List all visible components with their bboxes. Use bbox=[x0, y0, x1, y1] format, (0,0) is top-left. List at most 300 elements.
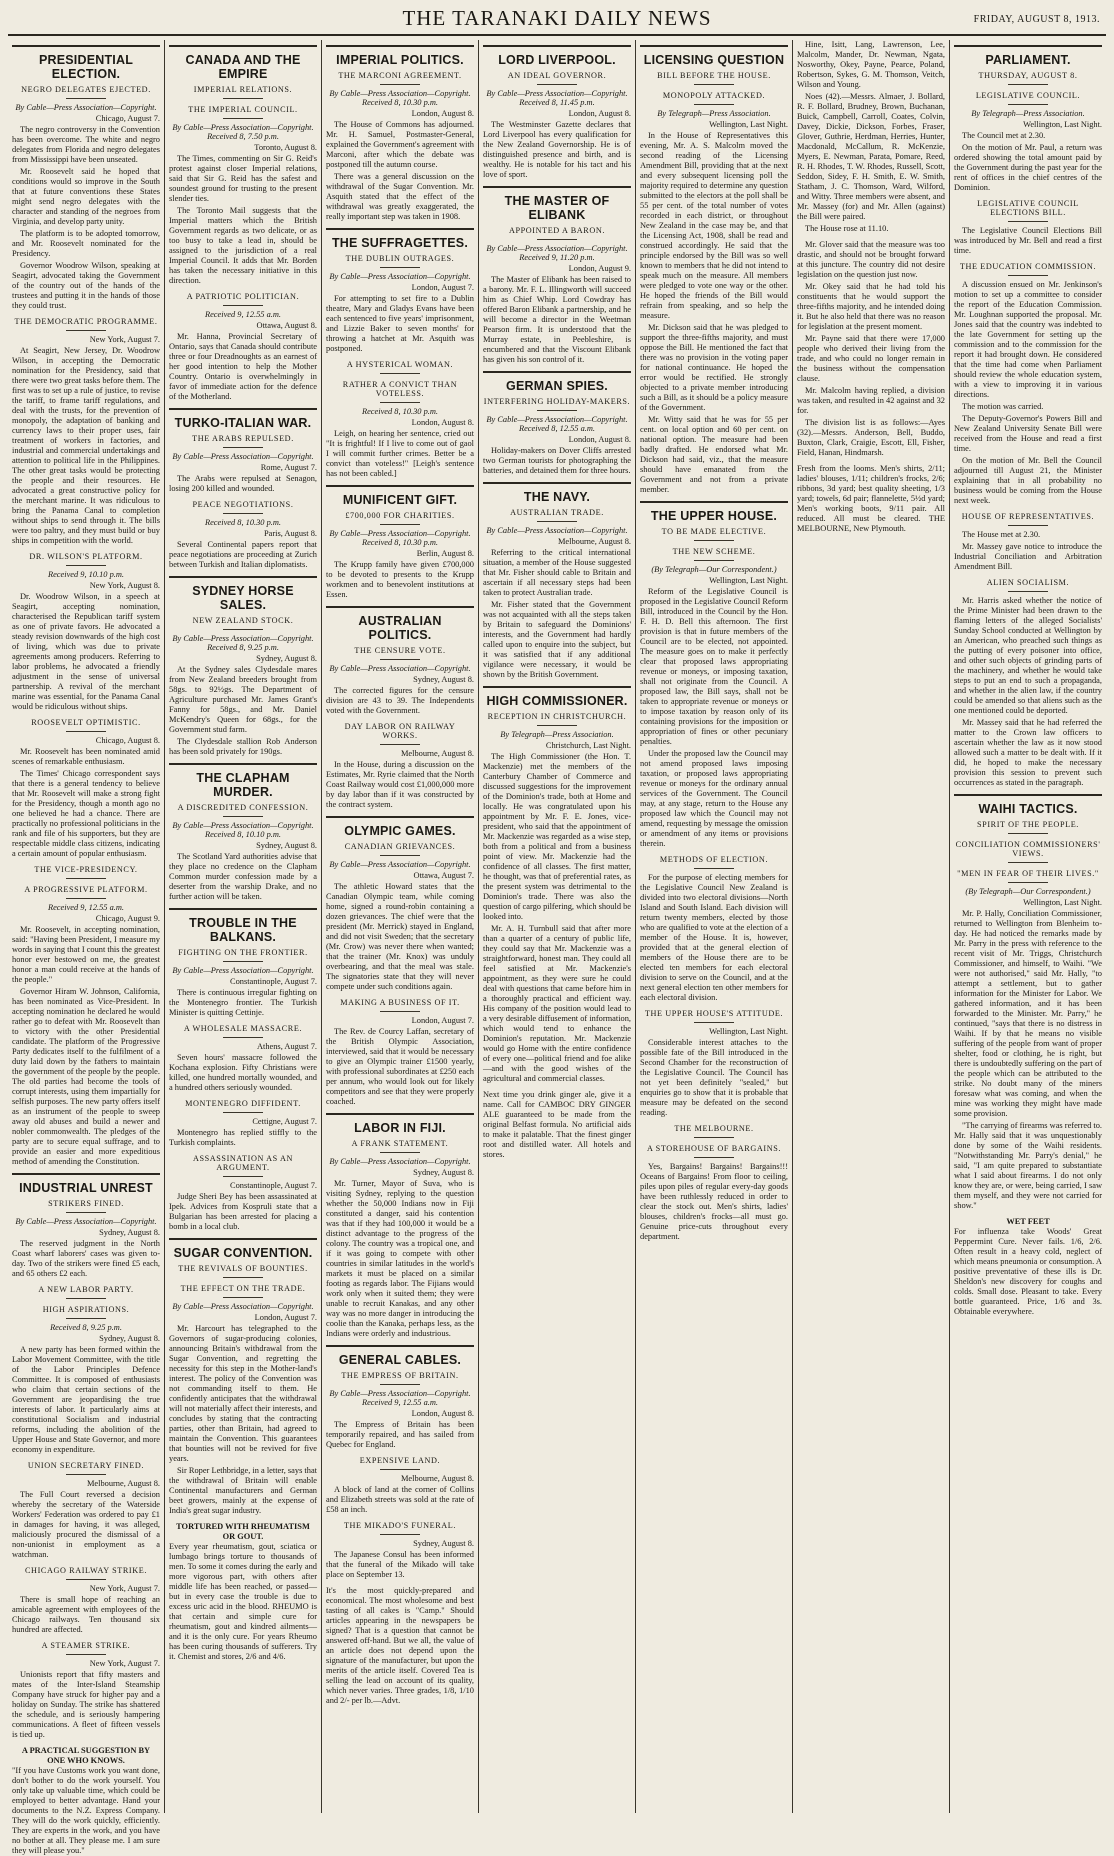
article-headline: LORD LIVERPOOL. bbox=[498, 53, 616, 67]
article-dateline: Sydney, August 8. bbox=[413, 1168, 474, 1177]
article bbox=[169, 908, 317, 1018]
article-dateline: Melbourne, August 8. bbox=[400, 1474, 474, 1483]
article-credit: By Cable—Press Association—Copyright. bbox=[486, 526, 628, 535]
advertisement bbox=[326, 1586, 474, 1706]
article-credit: By Cable—Press Association—Copyright. Received 9, 12.55 a.m. bbox=[329, 1389, 471, 1407]
article-paragraph: The Toronto Mail suggests that the Imperial matters which the British Government regards as two delicate, or as too busy to take a lead in, should be assigned to the jurisdiction of a real Imperial Council. It adds that Mr. Borden has taken the necessary initiative in this direction. bbox=[169, 206, 317, 285]
article bbox=[169, 1024, 317, 1093]
article-dateline: London, August 7. bbox=[411, 1016, 474, 1025]
article-paragraph: A new party has been formed within the Labor Movement Committee, with the title of the Labor Principles Defence Committee. It is composed of enthusiasts who claim that certain sections of the Government are jeopardising the true interests of labor. It particularly aims at constitutional Socialism and industrial reforms, including the abolition of the Upper House and State Governor, and more economy in expenditure. bbox=[12, 1345, 160, 1454]
article-paragraph: Montenegro has replied stiffly to the Turkish complaints. bbox=[169, 1128, 317, 1147]
section-rule bbox=[1008, 591, 1048, 592]
article-paragraph: "The carrying of firearms was referred to. Mr. Hally said that it was unquestionably done by some of the Waihi residents. "Notwithstanding Mr. Parry's denial," he said, "I am quite prepared to substantiate what I said about firearms. I do not only know they are, or were, being carried, I saw them myself, and they were not carried for show." bbox=[954, 1121, 1102, 1210]
article-credit: (By Telegraph—Our Correspondent.) bbox=[965, 887, 1091, 896]
article-headline: MUNIFICENT GIFT. bbox=[342, 493, 458, 507]
article bbox=[12, 1566, 160, 1635]
article bbox=[326, 816, 474, 992]
issue-date: FRIDAY, AUGUST 8, 1913. bbox=[973, 14, 1100, 25]
article-paragraph: The corrected figures for the censure division are 43 to 39. The Independents voted with the Government. bbox=[326, 686, 474, 715]
article-paragraph: In the House of Representatives this evening, Mr. A. S. Malcolm moved the second reading of the Licensing Amendment Bill, providing that at the next and every subsequent licensing poll the majority required to determine any question submitted to the electors at the poll shall be 55 per cent. of the total number of votes recorded in each district, or throughout New Zealand in the case may be, and that the Licensing Act, 1908, shall be read and construed accordingly. He said that the principle endorsed by the Bill was so well known to members that he did not intend to speak much on the measure. All members were pledged to vote one way or the other. He hoped the friends of the Bill would refrain from speaking, and so help the measure. bbox=[640, 131, 788, 320]
article-credit: By Telegraph—Press Association. bbox=[657, 109, 771, 118]
headline-rule bbox=[12, 45, 160, 47]
article bbox=[169, 500, 317, 570]
article-subheading: LEGISLATIVE COUNCIL ELECTIONS BILL. bbox=[977, 199, 1079, 217]
article-paragraph: Unionists report that fifty masters and mates of the Inter-Island Steamship Company have struck for higher pay and a holiday on Sunday. The strike has shattered the schedule, and is seriously hampering communications. A fleet of fifteen vessels is tied up. bbox=[12, 1670, 160, 1739]
article-subheading: RATHER A CONVICT THAN VOTELESS. bbox=[342, 380, 458, 398]
article-subheading: HOUSE OF REPRESENTATIVES. bbox=[961, 512, 1095, 521]
article-dateline: Wellington, Last Night. bbox=[1023, 898, 1102, 907]
article bbox=[12, 718, 160, 859]
article-subheading: FIGHTING ON THE FRONTIER. bbox=[178, 948, 308, 957]
article-paragraph: Mr. Massey said that he had referred the matter to the Crown law officers to ascertain whether the law as it now stood allowed such a matter to be dealt with. If it did, he hoped to make the necessary provision this session to prevent such occurrences as stated in the paragraph. bbox=[954, 718, 1102, 787]
article bbox=[954, 91, 1102, 193]
article-headline: THE UPPER HOUSE. bbox=[650, 509, 778, 523]
article-paragraph: The House of Commons has adjourned. Mr. H. Samuel, Postmaster-General, explained the Government's agreement with Marconi, after which the debate was postponed till the autumn course. bbox=[326, 120, 474, 169]
article-paragraph: There is small hope of reaching an amicable agreement with employees of the Chicago railways. Ten thousand six hundred are affected. bbox=[12, 1595, 160, 1634]
newspaper-title: THE TARANAKI DAILY NEWS bbox=[402, 6, 712, 30]
section-rule bbox=[380, 1534, 420, 1535]
article bbox=[640, 855, 788, 1003]
headline-rule bbox=[12, 1173, 160, 1175]
article-paragraph: There was a general discussion on the withdrawal of the Sugar Convention. Mr. Asquith stated that the effect of the withdrawal was greatly exaggerated, the really important step was taken in 1908. bbox=[326, 172, 474, 221]
article-subheading: EXPENSIVE LAND. bbox=[359, 1456, 441, 1465]
section-rule bbox=[380, 267, 420, 268]
advertisement-heading: A PRACTICAL SUGGESTION BY ONE WHO KNOWS. bbox=[21, 1746, 151, 1765]
article-headline: SUGAR CONVENTION. bbox=[173, 1246, 313, 1260]
article-subheading: £700,000 FOR CHARITIES. bbox=[345, 511, 455, 520]
advertisement-text: "If you have Customs work you want done, don't bother to do the work yourself. You only take up valuable time, which could be employed to better advantage. Hand your documents to the N.Z. Express Company. They will do the work quickly, efficiently. They are experts in the work, and you have no bother at all. They please me. I am sure they will please you." bbox=[12, 1766, 160, 1855]
section-rule bbox=[380, 1384, 420, 1385]
section-rule bbox=[694, 560, 734, 561]
article-dateline: Sydney, August 8. bbox=[256, 654, 317, 663]
article bbox=[169, 1284, 317, 1516]
article-credit: Received 9, 10.10 p.m. bbox=[47, 570, 125, 579]
article-subheading: THE CENSURE VOTE. bbox=[354, 646, 446, 655]
article-headline: CANADA AND THE EMPIRE bbox=[185, 53, 301, 81]
section-rule bbox=[223, 513, 263, 514]
masthead bbox=[8, 4, 1106, 36]
article-headline: TURKO-ITALIAN WAR. bbox=[174, 416, 312, 430]
article-paragraph: Mr. Roosevelt has been nominated amid scenes of remarkable enthusiasm. bbox=[12, 747, 160, 766]
article-paragraph: The reserved judgment in the North Coast wharf laborers' cases was given to-day. Two of the strikers were fined £5 each, and 65 others £2 each. bbox=[12, 1239, 160, 1278]
article-paragraph: Holiday-makers on Dover Cliffs arrested two German tourists for photographing the batteries, and detained them for three hours. bbox=[483, 446, 631, 475]
article-dateline: Sydney, August 8. bbox=[256, 841, 317, 850]
article-credit: By Cable—Press Association—Copyright. bbox=[172, 1302, 314, 1311]
article bbox=[640, 1144, 788, 1242]
article-paragraph: Mr. Roosevelt, in accepting nomination, said: "Having been President, I measure my words in saying that I count this the greatest honor ever bestowed on me, the greatest honor a man could receive at the hands of the people." bbox=[12, 925, 160, 984]
advertisement bbox=[483, 1090, 631, 1160]
article bbox=[169, 1238, 317, 1278]
article-dateline: Melbourne, August 8. bbox=[400, 749, 474, 758]
article bbox=[797, 240, 945, 458]
article-subheading: CONCILIATION COMMISSIONERS' VIEWS. bbox=[955, 840, 1101, 858]
article bbox=[640, 547, 788, 849]
article-paragraph: Dr. Woodrow Wilson, in a speech at Seagirt, accepting nomination, characterised the Republican tariff system as one of private favors. He advocated a steady revision downwards of the high cost of living, which was due to private agreements among producers. Referring to labor problems, he advocated a friendly adjustment in the sense of universal partnership. A revival of the merchant marine was essential, for the Panama Canal would be ridiculous without ships. bbox=[12, 592, 160, 711]
section-rule bbox=[223, 118, 263, 119]
headline-rule bbox=[483, 686, 631, 688]
article-dateline: Chicago, August 9. bbox=[95, 914, 160, 923]
article-credit: By Telegraph—Press Association. bbox=[971, 109, 1085, 118]
article-subheading: LEGISLATIVE COUNCIL. bbox=[975, 91, 1081, 100]
section-rule bbox=[223, 305, 263, 306]
article-subheading: THE EMPRESS OF BRITAIN. bbox=[341, 1371, 459, 1380]
section-rule bbox=[694, 868, 734, 869]
section-rule bbox=[66, 1474, 106, 1475]
article bbox=[12, 45, 160, 311]
article-headline: IMPERIAL POLITICS. bbox=[336, 53, 464, 67]
article-dateline: London, August 8. bbox=[411, 418, 474, 427]
article-paragraph: The Arabs were repulsed at Senagon, losing 200 killed and wounded. bbox=[169, 474, 317, 493]
section-rule bbox=[380, 744, 420, 745]
article-paragraph: Mr. Payne said that there were 17,000 people who derived their living from the trade, and who could no longer remain in the business without the compensation clause. bbox=[797, 334, 945, 383]
headline-rule bbox=[326, 485, 474, 487]
article bbox=[640, 91, 788, 495]
article bbox=[483, 45, 631, 180]
section-rule bbox=[66, 878, 106, 879]
article-credit: Received 8, 10.30 p.m. bbox=[361, 407, 439, 416]
article-headline: AUSTRALIAN POLITICS. bbox=[358, 614, 442, 642]
article-credit: By Cable—Press Association—Copyright. bbox=[329, 1157, 471, 1166]
article-paragraph: The Council met at 2.30. bbox=[962, 131, 1046, 140]
article-paragraph: The platform is to be adopted tomorrow, and Mr. Roosevelt nominated for the Presidency. bbox=[12, 229, 160, 258]
article-credit: By Cable—Press Association—Copyright. bbox=[15, 1217, 157, 1226]
article bbox=[326, 606, 474, 716]
article-paragraph: Considerable interest attaches to the possible fate of the Bill introduced in the Second Chamber for the reconstruction of the Legislative Council. The Council has not yet been definitely "sealed," but enquiries go to show that it is probable that measure may be defeated on the second reading. bbox=[640, 1038, 788, 1117]
article-paragraph: The negro controversy in the Convention has been overcome. The white and negro delegates from Florida and negro delegates from Mississippi have been unseated. bbox=[12, 125, 160, 164]
headline-rule bbox=[169, 1238, 317, 1240]
section-rule bbox=[1008, 833, 1048, 834]
advertisement bbox=[797, 464, 945, 534]
article-subheading: DR. WILSON'S PLATFORM. bbox=[29, 552, 143, 561]
article-subheading: THE DEMOCRATIC PROGRAMME. bbox=[14, 317, 158, 326]
article-paragraph: The division list is as follows:—Ayes (32).—Messrs. Anderson, Bell, Buddo, Buxton, Clark, Craigie, Escott, Ell, Fisher, Field, Hanan, Hindmarsh. bbox=[797, 418, 945, 457]
headline-rule bbox=[169, 408, 317, 410]
article-paragraph: The motion was carried. bbox=[962, 402, 1044, 411]
article-dateline: Ottawa, August 7. bbox=[413, 871, 474, 880]
article-dateline: Melbourne, August 8. bbox=[86, 1479, 160, 1488]
article-subheading: UNION SECRETARY FINED. bbox=[27, 1461, 145, 1470]
column-3 bbox=[322, 40, 479, 1813]
article-dateline: New York, August 7. bbox=[89, 1584, 160, 1593]
article-dateline: Wellington, Last Night. bbox=[709, 576, 788, 585]
article-subheading: PEACE NEGOTIATIONS. bbox=[192, 500, 294, 509]
article bbox=[326, 998, 474, 1107]
article-paragraph: Mr. Roosevelt said he hoped that conditions would so improve in the South that at future conventions these States might send negro delegates with the character and standing of the negroes from Virginia, and develop party unity. bbox=[12, 167, 160, 226]
article-credit: By Cable—Press Association—Copyright. Received 8, 10.30 p.m. bbox=[329, 529, 471, 547]
article bbox=[12, 1305, 160, 1455]
article-paragraph: The athletic Howard states that the Canadian Olympic team, while coming home, signed a round-robin containing a dozen grievances. The chief were that the president (Mr. Merrick) stayed in England, and did not visit Sweden; that the secretary (Mr. Crow) was never there when wanted; that the trainer (Mr. Knox) was unduly overbearing, and that the meal was stale. The signatories state that they will never compete under such conditions again. bbox=[326, 882, 474, 991]
section-rule bbox=[1008, 882, 1048, 883]
article-paragraph: On the motion of Mr. Paul, a return was ordered showing the total amount paid by the Government during the past year for the rent of offices in the chief centres of the Dominion. bbox=[954, 143, 1102, 192]
article-subheading: THE ARABS REPULSED. bbox=[192, 434, 294, 443]
article-paragraph: Several Continental papers report that peace negotiations are proceeding at Zurich between Turkish and Italian diplomatists. bbox=[169, 540, 317, 569]
article-paragraph: For the purpose of electing members for the Legislative Council New Zealand is divided into two electoral divisions—North Island and South Island. Each division will return twenty members, elected by those who are qualified to vote at the election of a member of the House. It is, however, provided that at the general election of members of the House there are to be elected ten members for each electoral division to serve on the Council, and at the next general election ten other members for each electoral division. bbox=[640, 873, 788, 1002]
article-headline: THE NAVY. bbox=[523, 490, 591, 504]
article-credit: Received 8, 10.30 p.m. bbox=[204, 518, 282, 527]
article-paragraph: Mr. Dickson said that he was pledged to support the three-fifths majority, and must oppose the Bill. He mentioned the fact that there was no provision in the voting paper for national continuance. He hoped the error would be rectified. He strongly objected to a private member introducing such a Bill, as it should be a policy measure of the Government. bbox=[640, 323, 788, 412]
article-paragraph: At Seagirt, New Jersey, Dr. Woodrow Wilson, in accepting the Democratic nomination for the Presidency, said that there were two great tasks before them. The first was to set up a rule of justice, to revise the tariff, to frame tariff regulations, and deal with the trusts, for the prevention of monopoly, the adaptation of banking and currency laws to their proper uses, fair treatment of workers in factories, and industrial and commercial undertakings and attention to political life in the Philippines. The other great tasks would be protecting the people and their resources. He advocated a great constructive policy for the merchant marine. It was ridiculous to bring the Panama Canal to completion without ships to send through it. The bills were too paltry, and they must build or buy ships in competition with the world. bbox=[12, 346, 160, 545]
section-rule bbox=[1008, 84, 1048, 85]
article-paragraph: The High Commissioner (the Hon. T. Mackenzie) met the members of the Canterbury Chamber of Commerce and discussed suggestions for the improvement of the Dominion's trade, both at Home and locally. He was congratulated upon his appointment by Mr. F. E. Jones, vice-president, who said that the appointment of Mr. Mackenzie was regarded as a wise step, both from a political and from a business point of view. Mr. Mackenzie had the confidence of all classes. The first matter, he thought, was that of preferential rates, as the present system was detrimental to the Dominion's trade. There was also the question of cargo pilfering, which should be looked into. bbox=[483, 752, 632, 921]
article-dateline: Rome, August 7. bbox=[260, 463, 317, 472]
article-paragraph: At the Sydney sales Clydesdale mares from New Zealand breeders brought from 58gs. to 92½gs. The Department of Agriculture purchased Mr. James Grant's Fanny for 58gs., and Mr. Daniel McKendry's Queen for 68gs., for the Government stud farm. bbox=[169, 665, 317, 734]
headline-rule bbox=[326, 228, 474, 230]
article-paragraph: Leigh, on hearing her sentence, cried out "It is frightful! If I live to come out of gaol I will commit further crimes. Better be a convict than voteless!" [Leigh's sentence has not been cabled.] bbox=[326, 429, 474, 478]
section-rule bbox=[380, 373, 420, 374]
article-dateline: Constantinople, August 7. bbox=[229, 977, 317, 986]
article-paragraph: Mr. Fisher stated that the Government was not acquainted with all the steps taken by Britain to safeguard the Dominions' interests, and the Government had hardly called upon to enquire into the subject, but it was satisfied that if any additional vigilance were necessary, it would be shown by the British Government. bbox=[483, 600, 631, 679]
article-subheading: THE EDUCATION COMMISSION. bbox=[959, 262, 1097, 271]
column-container bbox=[8, 40, 1106, 1855]
article-credit: By Cable—Press Association—Copyright. Received 9, 11.20 p.m. bbox=[486, 244, 628, 262]
article-subheading: TO BE MADE ELECTIVE. bbox=[661, 527, 767, 536]
article-dateline: Wellington, Last Night. bbox=[709, 1027, 788, 1036]
article-dateline: London, August 9. bbox=[568, 264, 631, 273]
article-credit: Received 9, 12.55 a.m. bbox=[47, 903, 125, 912]
headline-rule bbox=[326, 816, 474, 818]
section-rule bbox=[380, 402, 420, 403]
headline-rule bbox=[326, 606, 474, 608]
article-paragraph: For attempting to set fire to a Dublin theatre, Mary and Gladys Evans have been each sentenced to five years' imprisonment, and Lizzie Baker to seven months' for throwing a hatchet at Mr. Asquith was postponed. bbox=[326, 294, 474, 353]
article-subheading: MONOPOLY ATTACKED. bbox=[662, 91, 766, 100]
section-rule bbox=[223, 1277, 263, 1278]
article-credit: By Cable—Press Association—Copyright. Received 8, 10.10 p.m. bbox=[172, 821, 314, 839]
article bbox=[954, 45, 1102, 85]
article-paragraph: Mr. Harris asked whether the notice of the Prime Minister had been drawn to the flaming letters of the alleged Socialists' Sunday School conducted at Wellington by an American, who preached such things as the putting of every poisoner into office, and other such objects of grinding parts of the machinery, and whether he would take steps to put an end to such a propaganda, and whether in the alien law, if the country could be amended so that aliens such as the one mentioned could be deported. bbox=[954, 596, 1102, 715]
article-dateline: Wellington, Last Night. bbox=[1023, 120, 1102, 129]
article bbox=[169, 576, 317, 757]
article-paragraph: Mr. Massey gave notice to introduce the Industrial Conciliation and Arbitration Amendment Bill. bbox=[954, 542, 1102, 571]
article-subheading: MONTENEGRO DIFFIDENT. bbox=[185, 1099, 301, 1108]
article-credit: Received 9, 12.55 a.m. bbox=[204, 310, 282, 319]
section-rule bbox=[380, 1469, 420, 1470]
article bbox=[326, 1345, 474, 1450]
section-rule bbox=[694, 1022, 734, 1023]
article-headline: GERMAN SPIES. bbox=[506, 379, 608, 393]
section-rule bbox=[380, 84, 420, 85]
article-subheading: A FRANK STATEMENT. bbox=[351, 1139, 449, 1148]
advertisement-heading: TORTURED WITH RHEUMATISM OR GOUT. bbox=[176, 1522, 310, 1541]
article-paragraph: The Master of Elibank has been raised to a barony. Mr. F. L. Illingworth will succeed him as Chief Whip. Lord Cowdray has offered Baron Elibank a partnership, and he will become a director in the Weetman Pearson firm. It is understood that the Murray estate, in Peebleshire, is encumbered and that the Viscount Elibank has given his son control of it. bbox=[483, 275, 631, 364]
article-subheading: "MEN IN FEAR OF THEIR LIVES." bbox=[957, 869, 1099, 878]
article-dateline: Melbourne, August 8. bbox=[557, 537, 631, 546]
article-headline: SYDNEY HORSE SALES. bbox=[192, 584, 294, 612]
article bbox=[326, 1456, 474, 1515]
article-paragraph: Mr. P. Hally, Conciliation Commissioner, returned to Wellington from Blenheim to-day. He had noticed the remarks made by Mr. Parry in the press with reference to the recent visit of Mr. Triggs, Christchurch Commissioner, and himself, to Waihi. "We were not authorised," said Mr. Hally, "to attempt a settlement, but to gather information for the Minister for Labor. We gathered information, and it has been forwarded to the Minister. Mr. Parry," he continued, "says that there is no distress in Waihi. If by that he means no visible suffering of the people from want of proper shelter, food or clothing, he is right, but there is undoubtedly suffering on the part of the people which can be attributed to the strike. No doubt many of the miners foresaw what was coming, and when the mine was working they might have made some provision. bbox=[954, 909, 1102, 1118]
article-dateline: Wellington, Last Night. bbox=[709, 120, 788, 129]
article-headline: INDUSTRIAL UNREST bbox=[19, 1181, 153, 1195]
article-paragraph: The Empress of Britain has been temporarily repaired, and has sailed from Quebec for England. bbox=[326, 1420, 474, 1449]
article-headline: LICENSING QUESTION bbox=[643, 53, 785, 67]
article bbox=[169, 1099, 317, 1148]
article-paragraph: The Rev. de Courcy Laffan, secretary of the British Olympic Association, interviewed, said that it would be necessary to give an Olympic trainer £1500 yearly, with professional subordinates at £250 each per annum, who would look out for likely competitors and see that they were properly coached. bbox=[326, 1027, 474, 1106]
article-paragraph: The Krupp family have given £700,000 to be devoted to presents to the Krupp workmen and to benevolent institutions at Essen. bbox=[326, 560, 474, 599]
headline-rule bbox=[483, 371, 631, 373]
column-4 bbox=[479, 40, 636, 1813]
article-dateline: Paris, August 8. bbox=[263, 529, 317, 538]
article-dateline: Christchurch, Last Night. bbox=[545, 741, 631, 750]
section-rule bbox=[223, 1037, 263, 1038]
section-rule bbox=[66, 1298, 106, 1299]
article-headline: PARLIAMENT. bbox=[985, 53, 1071, 67]
article-paragraph: The Times' Chicago correspondent says that there is a general tendency to believe that Mr. Roosevelt will make a strong fight for the Presidency, though a month ago no one believed he had a chance. There are practically no professional politicians in the rank and file of his supporters, but they are respectable middle class citizens, indicating a certain amount of popular enthusiasm. bbox=[12, 769, 160, 858]
section-rule bbox=[223, 447, 263, 448]
article-dateline: London, August 7. bbox=[254, 1313, 317, 1322]
article-subheading: ROOSEVELT OPTIMISTIC. bbox=[31, 718, 141, 727]
headline-rule bbox=[640, 45, 788, 47]
section-rule bbox=[694, 540, 734, 541]
article-headline: WAIHI TACTICS. bbox=[978, 802, 1078, 816]
column-1 bbox=[8, 40, 165, 1855]
article-subheading: SPIRIT OF THE PEOPLE. bbox=[977, 820, 1079, 829]
article-subheading: A DISCREDITED CONFESSION. bbox=[177, 803, 309, 812]
section-rule bbox=[380, 855, 420, 856]
article-paragraph: Mr. Malcolm having replied, a division was taken, and resulted in 42 against and 32 for. bbox=[797, 386, 945, 415]
article-subheading: THE EFFECT ON THE TRADE. bbox=[180, 1284, 306, 1293]
article-dateline: New York, August 8. bbox=[89, 581, 160, 590]
article-subheading: MAKING A BUSINESS OF IT. bbox=[340, 998, 460, 1007]
section-rule bbox=[380, 1152, 420, 1153]
column-5 bbox=[636, 40, 793, 1813]
article bbox=[12, 552, 160, 712]
section-rule bbox=[1008, 221, 1048, 222]
advertisement-text: It's the most quickly-prepared and economical. The most wholesome and best tasting of all cakes is "Camp." Should articles appearing in the newspapers be signed? That is a question that cannot be answered off-hand. But we all, the value of an article does not depend upon the signature of the manufacturer, but upon the merits of the article itself. Covered Tea is selling the lead on account of its quality, which never varies. Three grades, 1/8, 1/10 and 2/- per lb.—Advt. bbox=[326, 1586, 474, 1705]
section-rule bbox=[1008, 275, 1048, 276]
article-headline: TROUBLE IN THE BALKANS. bbox=[189, 916, 297, 944]
article-dateline: London, August 8. bbox=[411, 109, 474, 118]
section-rule bbox=[694, 104, 734, 105]
advertisement bbox=[954, 1217, 1102, 1317]
article bbox=[954, 512, 1102, 572]
article-subheading: RECEPTION IN CHRISTCHURCH. bbox=[487, 712, 627, 721]
article-subheading: METHODS OF ELECTION. bbox=[659, 855, 769, 864]
article-paragraph: Reform of the Legislative Council is proposed in the Legislative Council Reform Bill, introduced in the Council by the Hon. F. H. D. Bell this afternoon. The first provision is that in future members of the Council are to be elected, not appointed. The measure goes on to make it perfectly clear that proposed laws appropriating revenue or moneys, or imposing taxation, shall not originate from the Council. A proposed law, the Bill says, shall not be taken to appropriate revenue or moneys or to impose taxation by reason only of its containing provisions for the imposition or appropriation of fines or other pecuniary penalties. bbox=[640, 587, 788, 746]
article-subheading: A WHOLESALE MASSACRE. bbox=[183, 1024, 303, 1033]
section-rule bbox=[223, 629, 263, 630]
article-subheading: A NEW LABOR PARTY. bbox=[38, 1285, 134, 1294]
article-subheading: A STOREHOUSE OF BARGAINS. bbox=[646, 1144, 782, 1153]
headline-rule bbox=[954, 45, 1102, 47]
article-paragraph: Sir Roper Lethbridge, in a letter, says that the withdrawal of Britain will enable Continental manufacturers and German beet growers, mainly at the expense of India's great sugar industry. bbox=[169, 1466, 317, 1515]
article bbox=[954, 199, 1102, 256]
section-rule bbox=[66, 731, 106, 732]
section-rule bbox=[380, 524, 420, 525]
article-headline: THE SUFFRAGETTES. bbox=[331, 236, 469, 250]
section-rule bbox=[1008, 525, 1048, 526]
article-subheading: NEW ZEALAND STOCK. bbox=[192, 616, 294, 625]
article bbox=[326, 360, 474, 374]
section-rule bbox=[223, 1112, 263, 1113]
article-credit: By Cable—Press Association—Copyright. Received 8, 11.45 p.m. bbox=[486, 89, 628, 107]
article bbox=[954, 794, 1102, 834]
article-headline: OLYMPIC GAMES. bbox=[344, 824, 456, 838]
article bbox=[169, 292, 317, 402]
section-rule bbox=[66, 98, 106, 99]
article bbox=[326, 45, 474, 222]
section-rule bbox=[694, 1137, 734, 1138]
article-credit: (By Telegraph—Our Correspondent.) bbox=[651, 565, 777, 574]
article-dateline: Sydney, August 8. bbox=[99, 1334, 160, 1343]
article-subheading: DAY LABOR ON RAILWAY WORKS. bbox=[344, 722, 456, 740]
article-headline: HIGH COMMISSIONER. bbox=[486, 694, 628, 708]
article-dateline: Athens, August 7. bbox=[256, 1042, 317, 1051]
article-paragraph: The Times, commenting on Sir G. Reid's protest against closer Imperial relations, said that Sir G. Reid has the safest and soundest ground for trusting to the present slender ties. bbox=[169, 154, 317, 203]
section-rule bbox=[537, 84, 577, 85]
article-subheading: THE REVIVALS OF BOUNTIES. bbox=[178, 1264, 308, 1273]
article-paragraph: A discussion ensued on Mr. Jenkinson's motion to set up a committee to consider the report of the Education Commission. Mr. Loughnan supported the proposal. Mr. Jones said that the country was indebted to the late Government for setting up the commission and to the commission for the report it had brought down. He considered that the time had come when Parliament should review the whole education system, with a view to improving it in various directions. bbox=[954, 280, 1102, 399]
article-dateline: Ottawa, August 8. bbox=[256, 321, 317, 330]
article-paragraph: The Clydesdale stallion Rob Anderson has been sold privately for 190gs. bbox=[169, 737, 317, 756]
article bbox=[954, 869, 1102, 1211]
headline-rule bbox=[483, 45, 631, 47]
article-subheading: A PATRIOTIC POLITICIAN. bbox=[186, 292, 300, 301]
headline-rule bbox=[483, 186, 631, 188]
section-rule bbox=[537, 725, 577, 726]
article-paragraph: Mr. Okey said that he had told his constituents that he would support the three-fifths majority, and he intended doing it. But he also held that there was no reason for legislation at the present moment. bbox=[797, 282, 945, 331]
column-6 bbox=[793, 40, 950, 1813]
article bbox=[483, 482, 631, 680]
article-credit: By Cable—Press Association—Copyright. Received 8, 10.30 p.m. bbox=[329, 89, 471, 107]
section-rule bbox=[223, 98, 263, 99]
advertisement-text: For influenza take Woods' Great Peppermint Cure. Never fails. 1/6, 2/6. Often result in a heavy cold, neglect of which means pneumonia or consumption. A positive preventative of these ills is Dr. Sheldon's new discovery for coughs and colds. Small dose. Pleasant to take. Every bottle guaranteed. Price, 1/6 and 3s. Obtainable everywhere. bbox=[954, 1227, 1102, 1316]
article-subheading: ASSASSINATION AS AN ARGUMENT. bbox=[192, 1154, 294, 1172]
advertisement-heading: WET FEET bbox=[1006, 1217, 1050, 1226]
section-rule bbox=[66, 1318, 106, 1319]
section-rule bbox=[66, 565, 106, 566]
article-subheading: AUSTRALIAN TRADE. bbox=[510, 508, 604, 517]
section-rule bbox=[223, 1176, 263, 1177]
article-paragraph: Mr. Hanna, Provincial Secretary of Ontario, says that Canada should contribute three or four Dreadnoughts as an earnest of her good intention to help the Mother Country. Ontario is overwhelmingly in favor of immediate action for the defence of the Motherland. bbox=[169, 332, 317, 401]
article-headline: THE CLAPHAM MURDER. bbox=[196, 771, 290, 799]
advertisement-text: Every year rheumatism, gout, sciatica or lumbago brings torture to thousands of men. To some it comes during the early and more vigorous part, with others after middle life has been reached, or passed—but in every case the trouble is due to excess uric acid in the blood. RHEUMO is that certain and simple cure for rheumatism, gout and kindred ailments—and it is the only cure. For years Rheumo has been curing thousands of sufferers. Try it. Chemist and stores, 2/6 and 4/6. bbox=[169, 1542, 317, 1661]
article bbox=[640, 501, 788, 541]
article bbox=[954, 578, 1102, 788]
article-headline: PRESIDENTIAL ELECTION. bbox=[38, 53, 134, 81]
article bbox=[954, 840, 1102, 863]
article-paragraph: Judge Sheri Bey has been assassinated at Ipek. Advices from Kospruli state that a Bulgarian has been arrested for placing a bomb in a local club. bbox=[169, 1192, 317, 1231]
column-7 bbox=[950, 40, 1106, 1813]
section-rule bbox=[223, 816, 263, 817]
headline-rule bbox=[483, 482, 631, 484]
article bbox=[640, 1124, 788, 1138]
article bbox=[12, 1285, 160, 1299]
article-subheading: THE DUBLIN OUTRAGES. bbox=[345, 254, 455, 263]
article-dateline: Constantinople, August 7. bbox=[229, 1181, 317, 1190]
article-subheading: IMPERIAL RELATIONS. bbox=[193, 85, 293, 94]
article bbox=[326, 1521, 474, 1580]
section-rule bbox=[537, 521, 577, 522]
article-subheading: THE UPPER HOUSE'S ATTITUDE. bbox=[644, 1009, 784, 1018]
article-credit: By Cable—Press Association—Copyright. bbox=[172, 452, 314, 461]
article-subheading: CANADIAN GRIEVANCES. bbox=[344, 842, 456, 851]
article-paragraph: The Deputy-Governor's Powers Bill and New Zealand University Senate Bill were received from the House and read a first time. bbox=[954, 414, 1102, 453]
article-dateline: London, August 8. bbox=[411, 1409, 474, 1418]
article-paragraph: Referring to the critical international situation, a member of the House suggested that Mr. Fisher should cable to Britain and ascertain if all necessary steps had been taken to protect Australian trade. bbox=[483, 548, 631, 597]
article-subheading: APPOINTED A BARON. bbox=[508, 226, 606, 235]
article-subheading: AN IDEAL GOVERNOR. bbox=[507, 71, 607, 80]
headline-rule bbox=[169, 45, 317, 47]
article-dateline: Sydney, August 8. bbox=[413, 675, 474, 684]
article-dateline: Sydney, August 8. bbox=[99, 1228, 160, 1237]
section-rule bbox=[537, 239, 577, 240]
section-rule bbox=[223, 961, 263, 962]
article-dateline: New York, August 7. bbox=[89, 1659, 160, 1668]
headline-rule bbox=[326, 45, 474, 47]
article-subheading: A STEAMER STRIKE. bbox=[41, 1641, 131, 1650]
article-dateline: Chicago, August 7. bbox=[95, 114, 160, 123]
article-subheading: THE VICE-PRESIDENCY. bbox=[34, 865, 138, 874]
article-paragraph: In the House, during a discussion on the Estimates, Mr. Ryrie claimed that the North Coast Railway would cost £1,000,000 more by day labor than if it was constructed by the contract system. bbox=[326, 760, 474, 809]
